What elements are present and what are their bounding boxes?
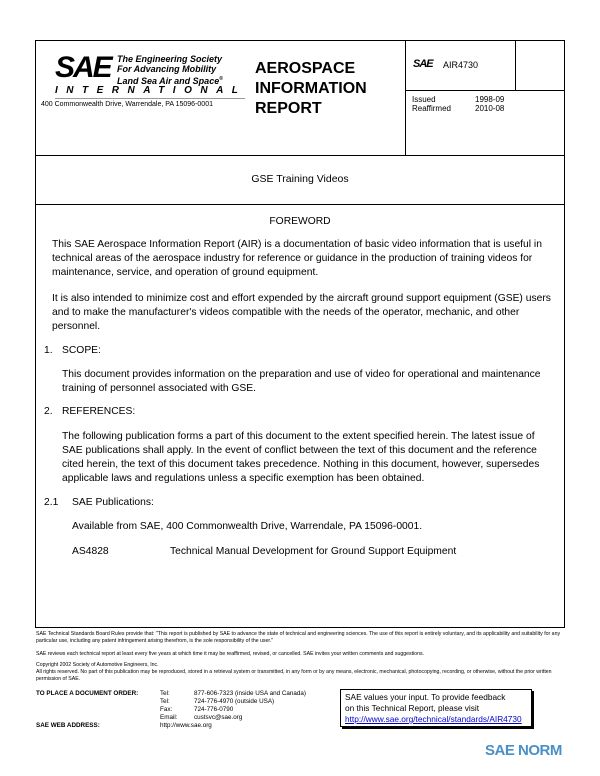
section-number: 2.1 — [44, 497, 59, 508]
contact-label: Fax: — [160, 706, 173, 713]
availability-note: Available from SAE, 400 Commonwealth Drive, Warrendale, PA 15096-0001. — [72, 521, 423, 532]
reaffirmed-date: 2010-08 — [475, 104, 505, 113]
section-paragraph: This document provides information on the preparation and use of video for operational and maintenance training of personnel associated with GSE. — [62, 369, 541, 394]
order-label: TO PLACE A DOCUMENT ORDER: — [36, 690, 139, 697]
divider — [515, 40, 516, 90]
feedback-text: on this Technical Report, please visit — [345, 703, 480, 713]
sae-logo: SAE — [55, 51, 111, 84]
reference-id: AS4828 — [72, 546, 109, 557]
reaffirmed-label: Reaffirmed — [412, 104, 451, 113]
board-rules: SAE Technical Standards Board Rules provide that: "This report is published by SAE to advance the state of technical and engineering sciences. The use of this report is entirely voluntary, and its applicability and suitability for any particular use, including any patent infringement arising therefrom, is the sole responsibility of the user." — [36, 631, 561, 644]
divider — [35, 155, 565, 156]
document-title: GSE Training Videos — [251, 173, 349, 185]
contact-list — [160, 690, 306, 730]
section-heading: SAE Publications: — [72, 497, 154, 508]
issued-date: 1998-09 — [475, 95, 505, 104]
review-note: SAE reviews each technical report at least every five years at which time it may be reaffirmed, revised, or cancelled. SAE invites your written comments and suggestions. — [36, 651, 424, 657]
sae-address: 400 Commonwealth Drive, Warrendale, PA 15096-0001 — [41, 101, 213, 108]
contact-value: 724-776-0790 — [194, 706, 234, 713]
sae-small-logo: SAE — [413, 58, 433, 70]
international-wordmark: INTERNATIONAL — [55, 85, 247, 96]
feedback-link[interactable]: http://www.sae.org/technical/standards/AIR4730 — [345, 714, 522, 724]
report-type-line: AEROSPACE — [255, 60, 356, 77]
report-type-line: REPORT — [255, 100, 322, 117]
web-address[interactable]: http://www.sae.org — [160, 722, 212, 729]
section-paragraph: The following publication forms a part of this document to the extent specified herein. The latest issue of SAE publications shall apply. In the event of conflict between the text of this document and the reference cited herein, the text of this document takes precedence. Nothing in this document, however, supersedes applicable laws and regulations unless a specific exemption has been obtained. — [62, 431, 540, 484]
society-tagline — [117, 54, 223, 86]
tagline-line: The Engineering Society — [117, 54, 223, 64]
report-type-line: INFORMATION — [255, 80, 367, 97]
rights-note: All rights reserved. No part of this publication may be reproduced, stored in a retrieval system or transmitted, in any form or by any means, electronic, mechanical, photocopying, recording, or otherwise, without the prior written permission of SAE. — [36, 669, 552, 682]
section-number: 1. — [44, 345, 53, 356]
section-heading: REFERENCES: — [62, 406, 136, 417]
divider — [405, 90, 565, 91]
issued-label: Issued — [412, 95, 436, 104]
feedback-text: SAE values your input. To provide feedback — [345, 692, 506, 702]
copyright: Copyright 2002 Society of Automotive Engineers, Inc. — [36, 662, 159, 668]
divider — [35, 204, 565, 205]
tagline-line: For Advancing Mobility — [117, 64, 217, 74]
section-heading: SCOPE: — [62, 345, 101, 356]
tagline-line: Land Sea Air and Space — [117, 76, 220, 86]
feedback-box — [340, 689, 532, 727]
contact-value: 724-776-4970 (outside USA) — [194, 698, 275, 705]
contact-email[interactable]: custsvc@sae.org — [194, 714, 243, 721]
sae-norm-logo: SAE NORM — [485, 742, 562, 759]
report-type — [255, 59, 367, 119]
section-number: 2. — [44, 406, 53, 417]
web-label: SAE WEB ADDRESS: — [36, 722, 100, 729]
reference-title: Technical Manual Development for Ground Support Equipment — [170, 546, 457, 557]
divider — [405, 40, 406, 155]
contact-label: Tel: — [160, 690, 170, 697]
foreword-paragraph: This SAE Aerospace Information Report (AIR) is a documentation of basic video information that is useful in technical areas of the aerospace industry for reference or guidance in the production of training videos for maintenance, service, and operation of ground equipment. — [52, 239, 542, 278]
registered-mark: ® — [219, 76, 223, 82]
foreword-paragraph: It is also intended to minimize cost and effort expended by the aircraft ground support equipment (GSE) users and to make the manufacturer's videos compatible with the needs of the operator, mechanic, and other personnel. — [52, 293, 551, 332]
contact-label: Tel: — [160, 698, 170, 705]
foreword-heading: FOREWORD — [269, 216, 331, 227]
header-frame — [35, 40, 565, 628]
contact-label: Email: — [160, 714, 178, 721]
divider — [55, 98, 245, 99]
document-number: AIR4730 — [443, 60, 479, 70]
contact-value: 877-606-7323 (inside USA and Canada) — [194, 690, 307, 697]
